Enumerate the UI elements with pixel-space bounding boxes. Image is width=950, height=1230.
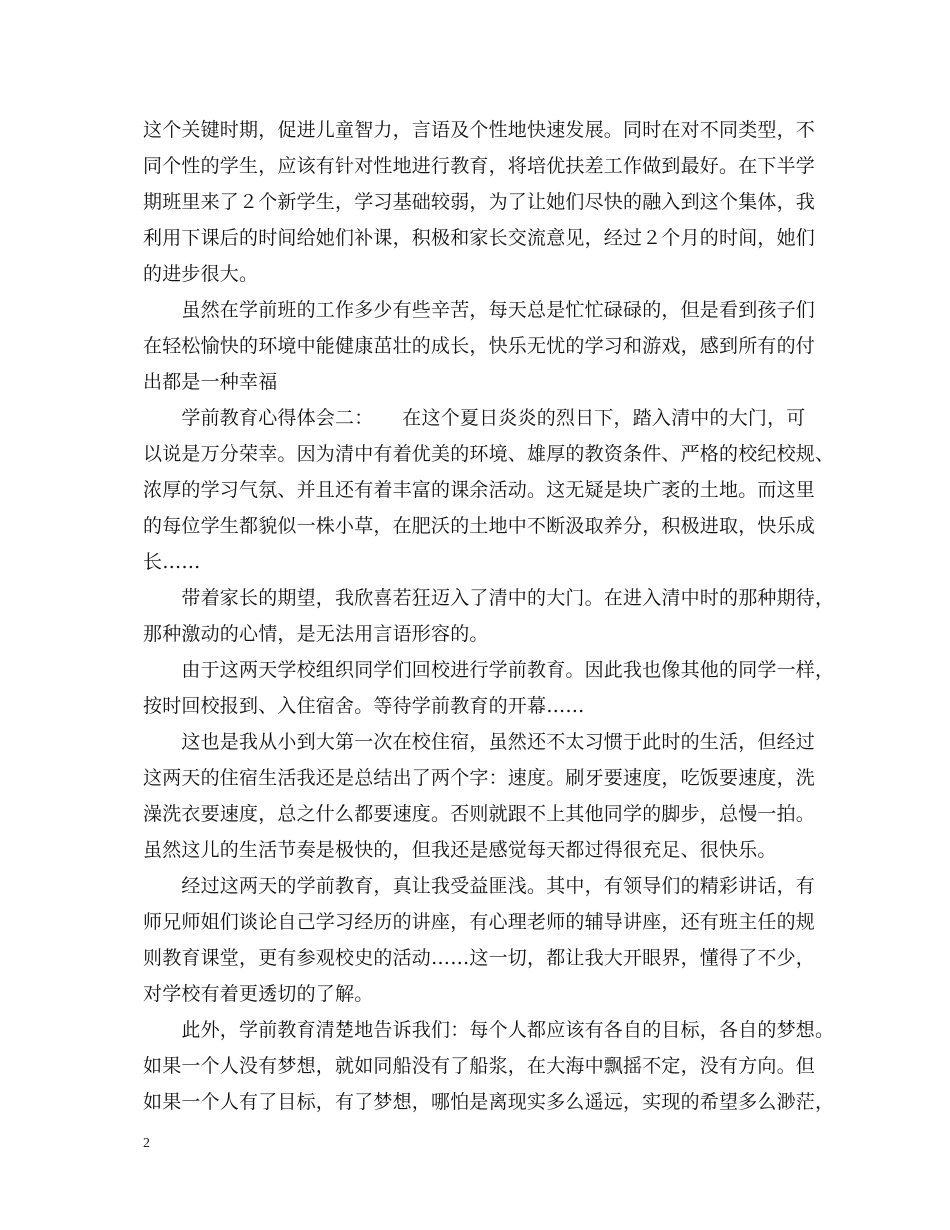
text-line: 澡洗衣要速度，总之什么都要速度。否则就跟不上其他同学的脚步，总慢一拍。: [143, 803, 816, 825]
text-line: 同个性的学生，应该有针对性地进行教育，将培优扶差工作做到最好。在下半学: [143, 155, 816, 177]
text-line: 这也是我从小到大第一次在校住宿，虽然还不太习惯于此时的生活，但经过: [143, 731, 816, 753]
text-line: 师兄师姐们谈论自己学习经历的讲座，有心理老师的辅导讲座，还有班主任的规: [143, 911, 816, 933]
text-line: 那种激动的心情，是无法用言语形容的。: [143, 623, 489, 645]
text-line: 经过这两天的学前教育，真让我受益匪浅。其中，有领导们的精彩讲话，有: [143, 875, 816, 897]
text-line: 此外，学前教育清楚地告诉我们：每个人都应该有各自的目标，各自的梦想。: [143, 1019, 835, 1041]
text-line: 利用下课后的时间给她们补课，积极和家长交流意见，经过２个月的时间，她们: [143, 227, 816, 249]
text-line: 的进步很大。: [143, 263, 259, 285]
text-line: 带着家长的期望，我欣喜若狂迈入了清中的大门。在进入清中时的那种期待，: [143, 587, 835, 609]
page-number: 2: [143, 1136, 150, 1151]
text-line: 对学校有着更透切的了解。: [143, 983, 374, 1005]
text-line: 长……: [143, 551, 201, 573]
text-line: 以说是万分荣幸。因为清中有着优美的环境、雄厚的教资条件、严格的校纪校规、: [143, 443, 835, 465]
text-line: 浓厚的学习气氛、并且还有着丰富的课余活动。这无疑是块广袤的土地。而这里: [143, 479, 816, 501]
text-line: 的每位学生都貌似一株小草，在肥沃的土地中不断汲取养分，积极进取，快乐成: [143, 515, 816, 537]
text-line: 由于这两天学校组织同学们回校进行学前教育。因此我也像其他的同学一样，: [143, 659, 835, 681]
text-line: 在轻松愉快的环境中能健康茁壮的成长，快乐无忧的学习和游戏，感到所有的付: [143, 335, 816, 357]
text-line: 虽然在学前班的工作多少有些辛苦，每天总是忙忙碌碌的，但是看到孩子们: [143, 299, 816, 321]
text-line: 这个关键时期，促进儿童智力，言语及个性地快速发展。同时在对不同类型，不: [143, 119, 816, 141]
text-line: 虽然这儿的生活节奏是极快的，但我还是感觉每天都过得很充足、很快乐。: [143, 839, 777, 861]
text-line: 期班里来了２个新学生，学习基础较弱，为了让她们尽快的融入到这个集体，我: [143, 191, 816, 213]
text-line: 出都是一种幸福: [143, 371, 278, 393]
text-line: 学前教育心得体会二： 在这个夏日炎炎的烈日下，踏入清中的大门，可: [143, 407, 806, 429]
text-line: 如果一个人有了目标，有了梦想，哪怕是离现实多么遥远，实现的希望多么渺茫，: [143, 1091, 835, 1113]
text-line: 如果一个人没有梦想，就如同船没有了船浆，在大海中飘摇不定，没有方向。但: [143, 1055, 816, 1077]
text-line: 按时回校报到、入住宿舍。等待学前教育的开幕……: [143, 695, 585, 717]
text-line: 则教育课堂，更有参观校史的活动……这一切，都让我大开眼界，懂得了不少，: [143, 947, 816, 969]
text-line: 这两天的住宿生活我还是总结出了两个字：速度。刷牙要速度，吃饭要速度，洗: [143, 767, 816, 789]
